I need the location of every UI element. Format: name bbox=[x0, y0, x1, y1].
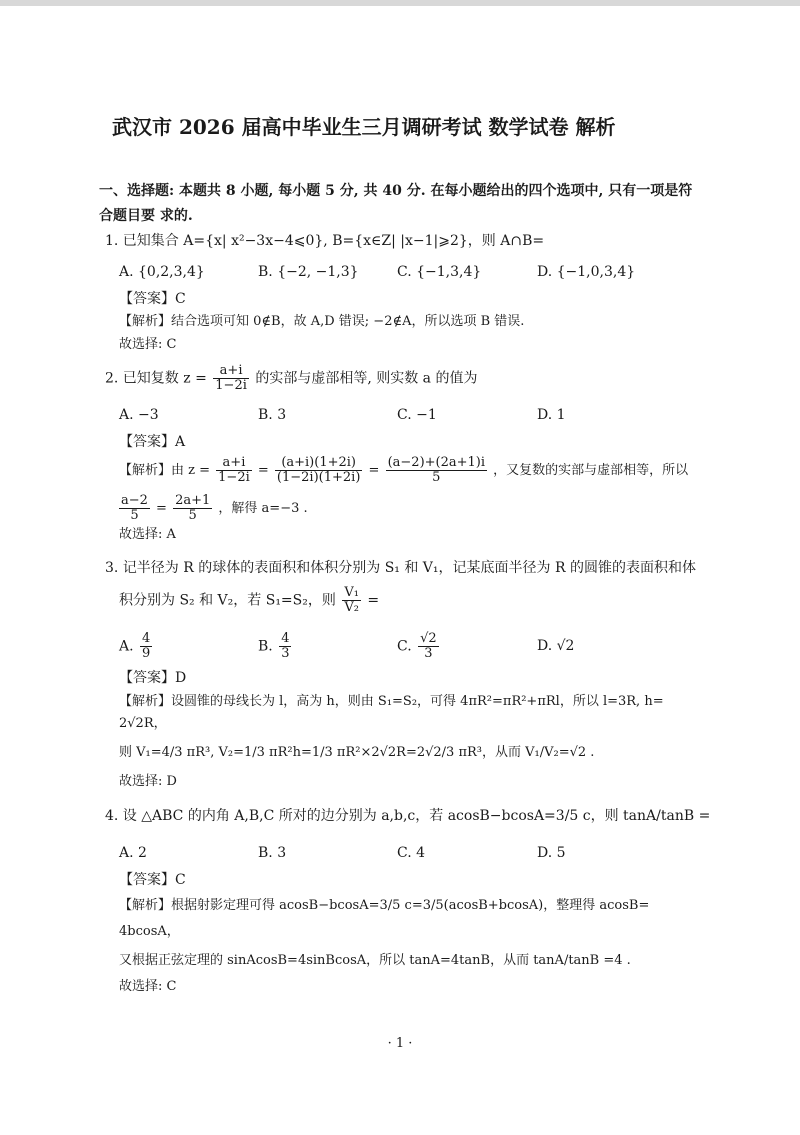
q3-option-c-den: 3 bbox=[418, 646, 439, 661]
q3-stem-line2: 积分别为 S₂ 和 V₂，若 S₁=S₂，则 $\frac{\text{V₁}}{\text{V₂}}$ = bbox=[119, 585, 380, 615]
q2-f2-num: (a+i)(1+2i) bbox=[281, 455, 356, 470]
q3-option-b-label: B. bbox=[258, 638, 273, 655]
q3-stem-line1: 3. 记半径为 R 的球体的表面积和体积分别为 S₁ 和 V₁，记某底面半径为 R 的圆锥的表面积和体 bbox=[105, 560, 696, 576]
q2-f2-den: (1−2i)(1+2i) bbox=[276, 470, 361, 485]
q2-z-fraction bbox=[213, 364, 249, 393]
q4-stem: 4. 设 △ABC 的内角 A,B,C 所对的边分别为 a,b,c，若 acosB−bcosA=3/5 c，则 tanA/tanB = bbox=[105, 808, 711, 824]
q2-f1-num: a+i bbox=[222, 455, 246, 470]
q1-option-b: B. {−2, −1,3} bbox=[258, 264, 359, 280]
q1-stem: 1. 已知集合 A={x| x²−3x−4⩽0}, B={x∈Z| |x−1|⩾2}，则 A∩B= bbox=[105, 233, 545, 249]
q3-ratio-num: V₁ bbox=[344, 585, 359, 600]
q3-analysis-line1: 【解析】设圆锥的母线长为 l，高为 h，则由 S₁=S₂，可得 4πR²=πR²+πRl，所以 l=3R, h= bbox=[119, 694, 664, 709]
q4-analysis-line1: 【解析】根据射影定理可得 acosB−bcosA=3/5 c=3/5(acosB+bcosA)，整理得 acosB= bbox=[119, 898, 650, 913]
q3-option-b-num: 4 bbox=[281, 631, 290, 646]
q4-choose: 故选择: C bbox=[119, 979, 177, 994]
q3-option-a-label: A. bbox=[119, 638, 134, 655]
q2-g1 bbox=[119, 494, 150, 523]
q2-g1-den: 5 bbox=[119, 508, 150, 523]
q2-g2-num: 2a+1 bbox=[175, 493, 211, 508]
section-heading-line2: 合题目要 求的. bbox=[99, 208, 193, 224]
q4-option-a: A. 2 bbox=[119, 845, 147, 861]
q2-f1-den: 1−2i bbox=[218, 470, 250, 485]
q2-z-den: 1−2i bbox=[215, 378, 247, 393]
q3-option-a-num: 4 bbox=[142, 631, 151, 646]
q4-option-b: B. 3 bbox=[258, 845, 287, 861]
q2-analysis-post: ，又复数的实部与虚部相等，所以 bbox=[493, 463, 689, 478]
q2-option-b: B. 3 bbox=[258, 407, 287, 423]
q2-g2 bbox=[173, 494, 212, 523]
q2-g2-den: 5 bbox=[173, 508, 212, 523]
q3-analysis-line3: 则 V₁=4/3 πR³, V₂=1/3 πR²h=1/3 πR²×2√2R=2√2/3 πR³，从而 V₁/V₂=√2 . bbox=[119, 745, 595, 760]
q1-choose: 故选择: C bbox=[119, 337, 177, 352]
q2-f3-num: (a−2)+(2a+1)i bbox=[387, 455, 486, 470]
q1-answer: 【答案】C bbox=[119, 291, 186, 307]
q3-ratio-den: V₂ bbox=[344, 600, 359, 615]
q2-z-num: a+i bbox=[219, 363, 243, 378]
q4-option-d: D. 5 bbox=[537, 845, 566, 861]
q2-option-c: C. −1 bbox=[397, 407, 437, 423]
q3-option-b-frac bbox=[279, 632, 291, 661]
q4-analysis-line2: 4bcosA， bbox=[119, 924, 180, 939]
q3-option-c bbox=[397, 632, 441, 661]
q3-option-c-label: C. bbox=[397, 638, 412, 655]
q2-analysis-line1: 【解析】由 z = $\frac{a+i}{1-2i}$ = $\frac{(a+i)(1+2i)}{(1-2i)(1+2i)}$ = $\frac{(a-2)+(2a+1)i}{5}$ ，又复数的实部与虚部相等，所以 bbox=[119, 455, 689, 485]
q1-option-c: C. {−1,3,4} bbox=[397, 264, 482, 280]
page-number: · 1 · bbox=[387, 1036, 413, 1051]
q3-option-b bbox=[258, 632, 293, 661]
top-scan-edge bbox=[0, 0, 800, 6]
q1-option-a: A. {0,2,3,4} bbox=[119, 264, 205, 280]
q3-choose: 故选择: D bbox=[119, 774, 177, 789]
q2-option-a: A. −3 bbox=[119, 407, 159, 423]
q3-ratio bbox=[342, 586, 361, 615]
q3-option-b-den: 3 bbox=[281, 646, 290, 661]
q3-stem2-pre: 积分别为 S₂ 和 V₂，若 S₁=S₂，则 bbox=[119, 592, 336, 609]
q2-stem-post: 的实部与虚部相等, 则实数 a 的值为 bbox=[255, 370, 478, 387]
q3-option-a-den: 9 bbox=[142, 646, 151, 661]
q2-choose: 故选择: A bbox=[119, 527, 176, 542]
q2-g1-num: a−2 bbox=[121, 493, 148, 508]
q3-option-a-frac bbox=[140, 632, 152, 661]
q2-f2 bbox=[275, 456, 362, 485]
page-title: 武汉市 2026 届高中毕业生三月调研考试 数学试卷 解析 bbox=[112, 115, 616, 139]
q3-option-c-num: √2 bbox=[420, 631, 437, 646]
q1-option-d: D. {−1,0,3,4} bbox=[537, 264, 636, 280]
q3-option-c-frac bbox=[418, 632, 439, 661]
q2-f3 bbox=[386, 456, 487, 485]
q2-f1 bbox=[216, 456, 252, 485]
q2-analysis-pre: 【解析】由 z = bbox=[119, 463, 211, 478]
q2-option-d: D. 1 bbox=[537, 407, 566, 423]
q2-f3-den: 5 bbox=[386, 470, 487, 485]
q3-answer: 【答案】D bbox=[119, 670, 187, 686]
q4-answer: 【答案】C bbox=[119, 872, 186, 888]
q2-analysis-line2: $\frac{a-2}{5}$ = $\frac{2a+1}{5}$ ，解得 a=−3 . bbox=[121, 493, 308, 523]
q2-stem bbox=[105, 364, 477, 393]
q3-option-d-value: √2 bbox=[556, 638, 575, 654]
q2-analysis-end: ，解得 a=−3 . bbox=[218, 501, 308, 516]
q4-option-c: C. 4 bbox=[397, 845, 426, 861]
q3-option-a bbox=[119, 632, 154, 661]
q3-option-d-label: D. bbox=[537, 638, 553, 654]
q3-analysis-line2: 2√2R， bbox=[119, 716, 167, 731]
q4-analysis-line3: 又根据正弦定理的 sinAcosB=4sinBcosA，所以 tanA=4tanB，从而 tanA/tanB =4 . bbox=[119, 953, 631, 968]
section-heading-line1: 一、选择题: 本题共 8 小题, 每小题 5 分, 共 40 分. 在每小题给出的四个选项中, 只有一项是符 bbox=[99, 183, 693, 199]
q1-analysis: 【解析】结合选项可知 0∉B，故 A,D 错误; −2∉A，所以选项 B 错误. bbox=[119, 314, 525, 329]
q2-stem-pre: 2. 已知复数 z = bbox=[105, 370, 207, 387]
q2-answer: 【答案】A bbox=[119, 434, 186, 450]
q3-option-d bbox=[537, 636, 574, 656]
